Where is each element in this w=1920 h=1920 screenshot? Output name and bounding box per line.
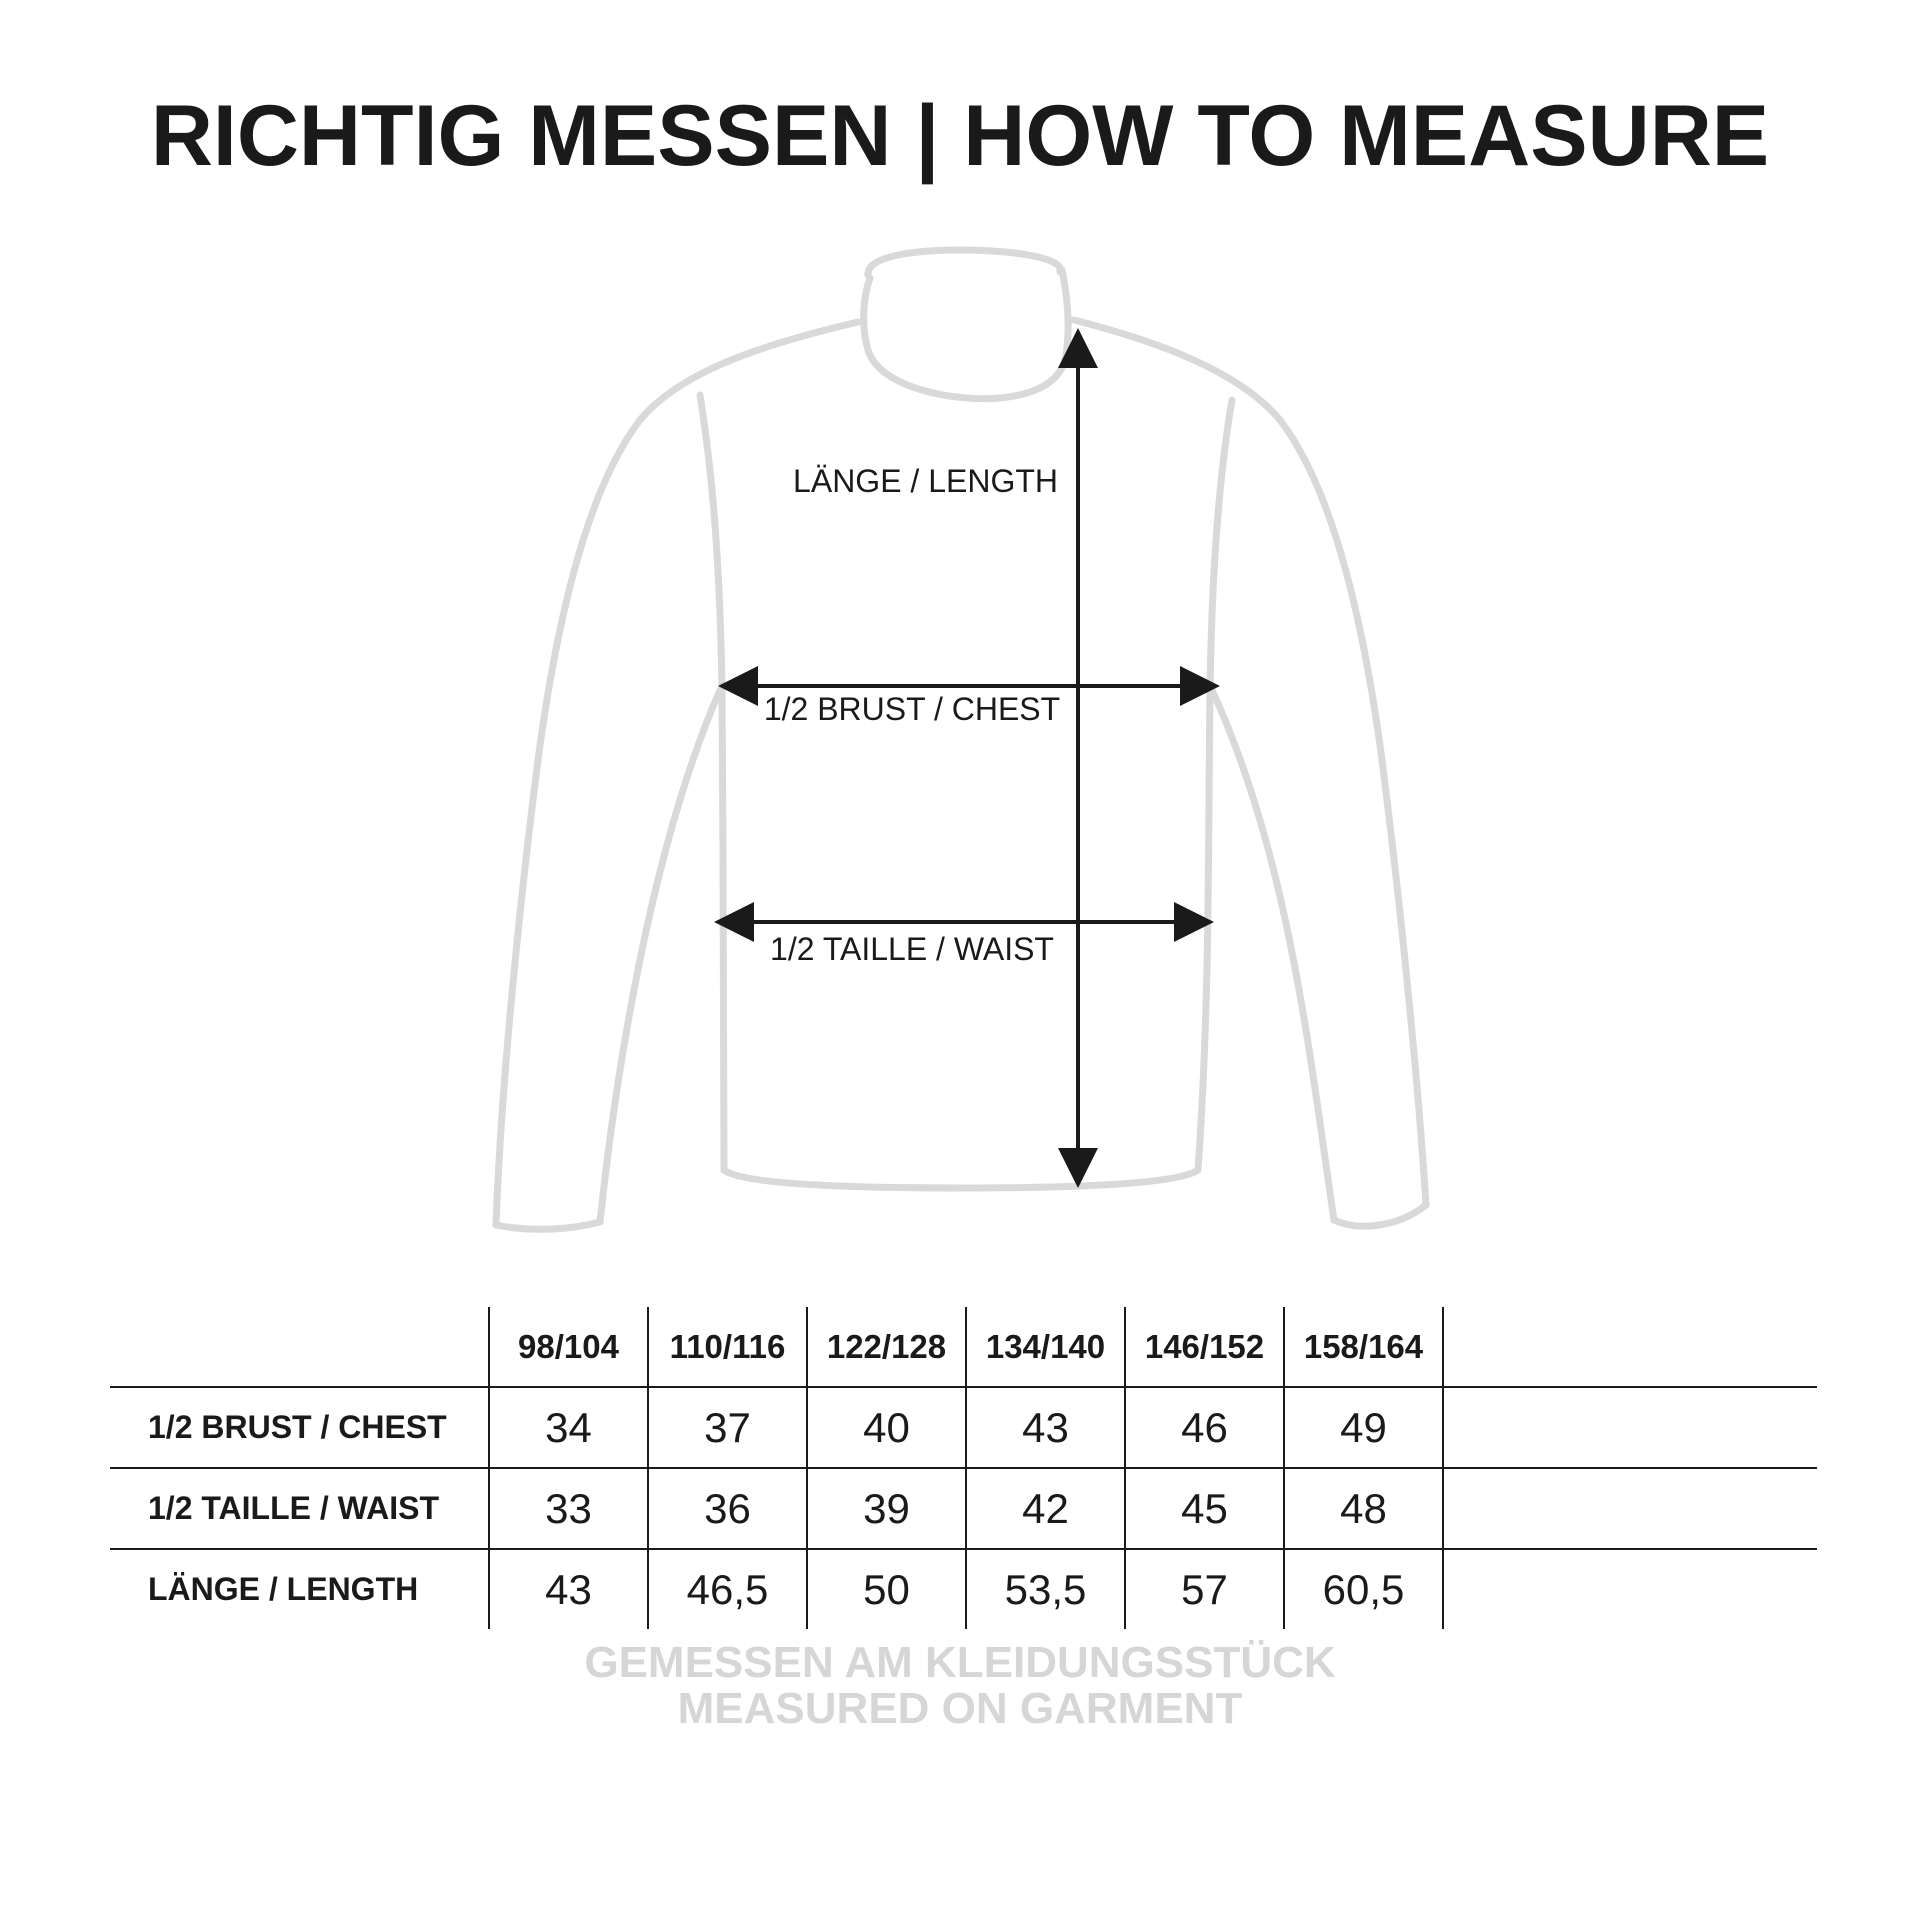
table-spacer [1443, 1468, 1817, 1549]
right-body-side [1198, 400, 1232, 1170]
row-label: 1/2 TAILLE / WAIST [110, 1468, 489, 1549]
size-header: 134/140 [966, 1307, 1125, 1387]
table-cell: 42 [966, 1468, 1125, 1549]
chest-label: 1/2 BRUST / CHEST [763, 691, 1061, 727]
page-title: RICHTIG MESSEN | HOW TO MEASURE [150, 88, 1770, 184]
left-sleeve-inner [600, 690, 720, 1222]
table-cell: 43 [966, 1387, 1125, 1468]
collar-tube [864, 270, 1068, 399]
table-cell: 57 [1125, 1549, 1284, 1629]
left-sleeve-outer [496, 322, 858, 1225]
left-sleeve-cuff [496, 1222, 600, 1229]
table-spacer [1443, 1387, 1817, 1468]
table-cell: 50 [807, 1549, 966, 1629]
table-cell: 46,5 [648, 1549, 807, 1629]
table-corner [110, 1307, 489, 1387]
size-header: 98/104 [489, 1307, 648, 1387]
right-sleeve-inner [1212, 690, 1334, 1220]
table-cell: 40 [807, 1387, 966, 1468]
table-cell: 60,5 [1284, 1549, 1443, 1629]
collar-top [868, 250, 1060, 275]
row-label: LÄNGE / LENGTH [110, 1549, 489, 1629]
table-cell: 36 [648, 1468, 807, 1549]
table-cell: 43 [489, 1549, 648, 1629]
row-label: 1/2 BRUST / CHEST [110, 1387, 489, 1468]
size-header: 110/116 [648, 1307, 807, 1387]
size-header: 122/128 [807, 1307, 966, 1387]
table-row-length [110, 1549, 1817, 1629]
table-cell: 53,5 [966, 1549, 1125, 1629]
table-cell: 46 [1125, 1387, 1284, 1468]
size-header: 158/164 [1284, 1307, 1443, 1387]
table-cell: 49 [1284, 1387, 1443, 1468]
footnote-line-2: MEASURED ON GARMENT [677, 1684, 1243, 1733]
size-header: 146/152 [1125, 1307, 1284, 1387]
waist-label: 1/2 TAILLE / WAIST [770, 931, 1054, 967]
table-cell: 33 [489, 1468, 648, 1549]
length-label: LÄNGE / LENGTH [793, 463, 1058, 499]
table-row-chest [110, 1387, 1817, 1468]
table-row-waist [110, 1468, 1817, 1549]
footnote-line-1: GEMESSEN AM KLEIDUNGSSTÜCK [584, 1638, 1336, 1687]
table-cell: 37 [648, 1387, 807, 1468]
table-cell: 39 [807, 1468, 966, 1549]
right-sleeve-outer [1074, 320, 1426, 1205]
size-table [110, 1307, 1817, 1629]
table-spacer [1443, 1549, 1817, 1629]
sweater-outline-icon [496, 250, 1426, 1229]
table-cell: 34 [489, 1387, 648, 1468]
table-cell: 48 [1284, 1468, 1443, 1549]
right-sleeve-cuff [1334, 1205, 1426, 1226]
left-body-side [700, 395, 724, 1170]
hem [724, 1170, 1198, 1188]
size-header-row [110, 1307, 1817, 1387]
table-cell: 45 [1125, 1468, 1284, 1549]
table-spacer [1443, 1307, 1817, 1387]
